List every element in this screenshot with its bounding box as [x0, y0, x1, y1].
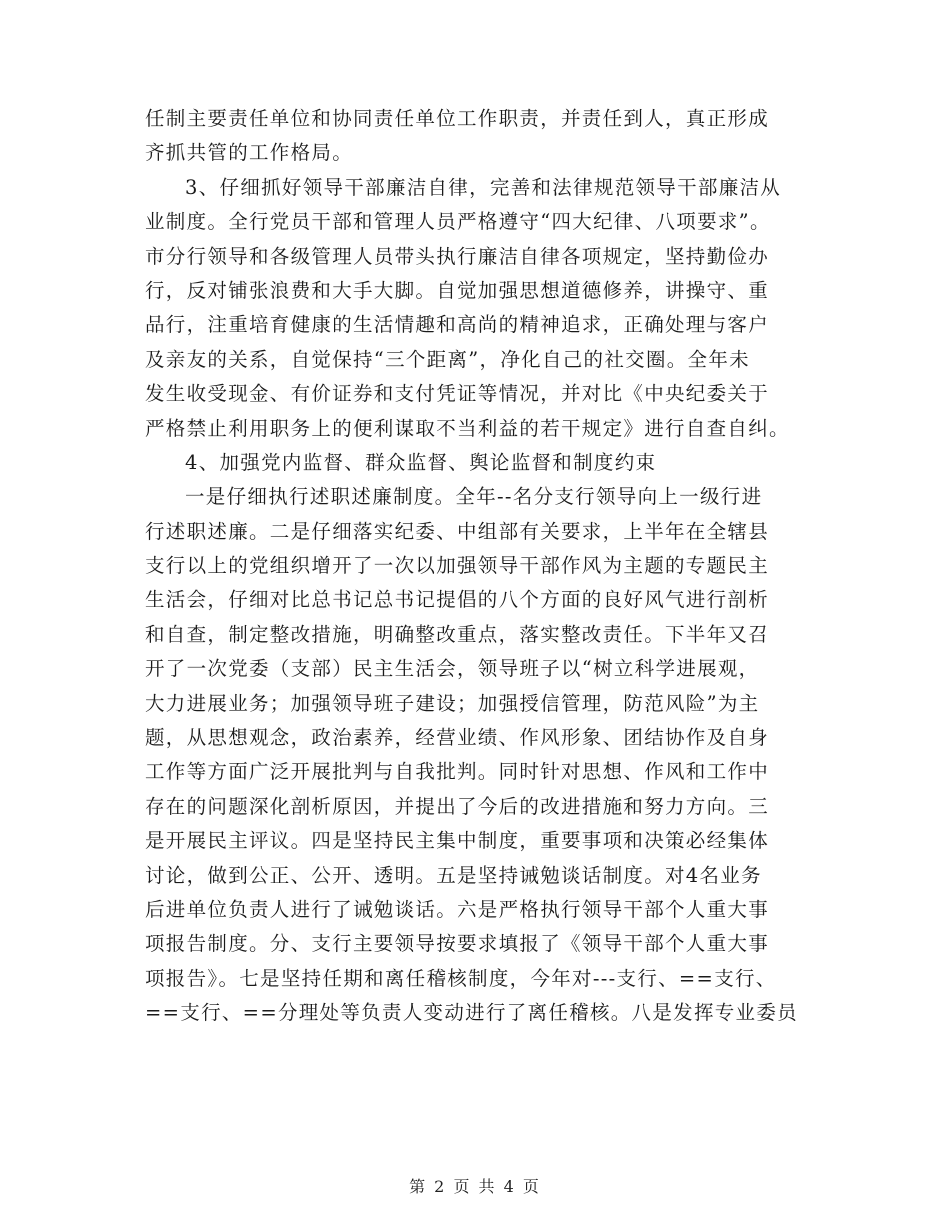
- text-line: 支行以上的党组织增开了一次以加强领导干部作风为主题的专题民主: [145, 554, 770, 578]
- text-line: 开了一次党委（支部）民主生活会，领导班子以“树立科学进展观，: [145, 657, 760, 681]
- text-line: 发生收受现金、有价证券和支付凭证等情况，并对比《中央纪委关于: [145, 382, 770, 406]
- text-line: 题，从思想观念，政治素养，经营业绩、作风形象、团结协作及自身: [145, 726, 770, 750]
- text-line: 和自查，制定整改措施，明确整改重点，落实整改责任。下半年又召: [145, 622, 770, 646]
- text-line: ==支行、==分理处等负责人变动进行了离任稽核。八是发挥专业委员: [145, 1001, 798, 1025]
- paragraph-start-line: 3、仔细抓好领导干部廉洁自律，完善和法律规范领导干部廉洁从: [185, 175, 782, 199]
- text-line: 生活会，仔细对比总书记总书记提倡的八个方面的良好风气进行剖析: [145, 588, 770, 612]
- text-line: 齐抓共管的工作格局。: [145, 141, 354, 165]
- text-line: 及亲友的关系，自觉保持“三个距离”，净化自己的社交圈。全年未: [145, 347, 750, 371]
- text-line: 品行，注重培育健康的生活情趣和高尚的精神追求，正确处理与客户: [145, 313, 770, 337]
- text-line: 存在的问题深化剖析原因，并提出了今后的改进措施和努力方向。三: [145, 794, 770, 818]
- text-line: 大力进展业务；加强领导班子建设；加强授信管理，防范风险”为主: [145, 691, 760, 715]
- text-line: 工作等方面广泛开展批判与自我批判。同时针对思想、作风和工作中: [145, 760, 770, 784]
- text-line: 行，反对铺张浪费和大手大脚。自觉加强思想道德修养，讲操守、重: [145, 278, 770, 302]
- text-line: 严格禁止利用职务上的便利谋取不当利益的若干规定》进行自查自纠。: [145, 416, 790, 440]
- text-line: 任制主要责任单位和协同责任单位工作职责，并责任到人，真正形成: [145, 107, 770, 130]
- text-line: 市分行领导和各级管理人员带头执行廉洁自律各项规定，坚持勤俭办: [145, 244, 770, 268]
- text-line: 业制度。全行党员干部和管理人员严格遵守“四大纪律、八项要求”。: [145, 210, 771, 234]
- document-body: [145, 102, 805, 1031]
- page-number-footer: 第 2 页 共 4 页: [409, 1177, 541, 1196]
- text-line: 讨论，做到公正、公开、透明。五是坚持诫勉谈话制度。对4名业务: [145, 863, 762, 887]
- text-line: 是开展民主评议。四是坚持民主集中制度，重要事项和决策必经集体: [145, 829, 770, 853]
- text-line: 后进单位负责人进行了诫勉谈话。六是严格执行领导干部个人重大事: [145, 897, 770, 921]
- text-line: 项报告制度。分、支行主要领导按要求填报了《领导干部个人重大事: [145, 932, 770, 956]
- paragraph-start-line: 一是仔细执行述职述廉制度。全年--名分支行领导向上一级行进: [185, 485, 763, 509]
- section-heading-line: 4、加强党内监督、群众监督、舆论监督和制度约束: [185, 450, 657, 474]
- text-line: 行述职述廉。二是仔细落实纪委、中组部有关要求，上半年在全辖县: [145, 519, 770, 543]
- text-line: 项报告》。七是坚持任期和离任稽核制度，今年对---支行、==支行、: [145, 966, 777, 990]
